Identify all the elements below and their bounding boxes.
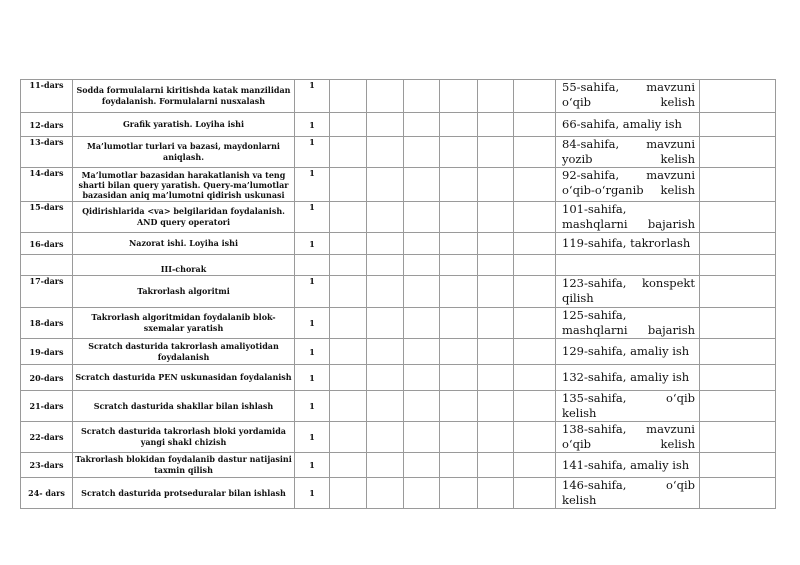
lesson-number: 14-dars: [21, 168, 73, 202]
lesson-topic: Scratch dasturida shakllar bilan ishlash: [73, 391, 295, 422]
empty-cell: [330, 391, 367, 422]
table-row: [21, 137, 776, 168]
empty-cell: [367, 255, 404, 276]
homework: 119-sahifa, takrorlash: [556, 233, 700, 255]
lesson-hours: 1: [295, 422, 330, 453]
table-row: [21, 478, 776, 509]
notes-cell: [700, 478, 776, 509]
homework: 123-sahifa, konspekt qilish: [556, 276, 700, 308]
table-row: [21, 422, 776, 453]
lesson-number: 18-dars: [21, 308, 73, 339]
empty-cell: [330, 255, 367, 276]
quarter-lesson-cell: [21, 255, 73, 276]
lesson-topic: Nazorat ishi. Loyiha ishi: [73, 233, 295, 255]
homework: 129-sahifa, amaliy ish: [556, 339, 700, 365]
notes-cell: [700, 365, 776, 391]
lesson-topic: Scratch dasturida PEN uskunasidan foydalanish: [73, 365, 295, 391]
quarter-heading: III-chorak: [73, 255, 295, 276]
lesson-hours: 1: [295, 168, 330, 202]
lesson-topic: Takrorlash algoritmidan foydalanib blok-sxemalar yaratish: [73, 308, 295, 339]
empty-cell: [478, 80, 514, 113]
lesson-number: 19-dars: [21, 339, 73, 365]
lesson-number: 15-dars: [21, 202, 73, 233]
notes-cell: [700, 339, 776, 365]
table-row: [21, 391, 776, 422]
table-row: [21, 233, 776, 255]
table-row: [21, 308, 776, 339]
notes-cell: [700, 168, 776, 202]
lesson-number: 22-dars: [21, 422, 73, 453]
empty-cell: [404, 365, 440, 391]
empty-cell: [440, 233, 478, 255]
lesson-number: 21-dars: [21, 391, 73, 422]
empty-cell: [330, 137, 367, 168]
empty-cell: [514, 202, 556, 233]
homework: 132-sahifa, amaliy ish: [556, 365, 700, 391]
empty-cell: [404, 168, 440, 202]
empty-cell: [514, 137, 556, 168]
empty-cell: [404, 422, 440, 453]
lesson-hours: 1: [295, 453, 330, 478]
empty-cell: [440, 80, 478, 113]
empty-cell: [330, 113, 367, 137]
empty-cell: [514, 113, 556, 137]
empty-cell: [404, 453, 440, 478]
empty-cell: [440, 137, 478, 168]
empty-cell: [404, 478, 440, 509]
empty-cell: [367, 365, 404, 391]
empty-cell: [367, 168, 404, 202]
lesson-hours: 1: [295, 276, 330, 308]
lesson-hours: 1: [295, 137, 330, 168]
lesson-hours: 1: [295, 113, 330, 137]
empty-cell: [440, 168, 478, 202]
empty-cell: [478, 391, 514, 422]
empty-cell: [404, 391, 440, 422]
empty-cell: [514, 339, 556, 365]
notes-cell: [700, 422, 776, 453]
empty-cell: [367, 276, 404, 308]
empty-cell: [478, 339, 514, 365]
homework: 55-sahifa, mavzuni o‘qib kelish: [556, 80, 700, 113]
empty-cell: [514, 365, 556, 391]
empty-cell: [330, 478, 367, 509]
empty-cell: [440, 453, 478, 478]
empty-cell: [404, 339, 440, 365]
empty-cell: [367, 137, 404, 168]
empty-cell: [404, 233, 440, 255]
lesson-hours: 1: [295, 339, 330, 365]
empty-cell: [404, 308, 440, 339]
empty-cell: [514, 391, 556, 422]
empty-cell: [440, 339, 478, 365]
empty-cell: [440, 422, 478, 453]
empty-cell: [478, 453, 514, 478]
empty-cell: [440, 308, 478, 339]
homework: 141-sahifa, amaliy ish: [556, 453, 700, 478]
table-row: [21, 80, 776, 113]
empty-cell: [330, 202, 367, 233]
empty-cell: [404, 276, 440, 308]
empty-cell: [367, 478, 404, 509]
empty-cell: [478, 478, 514, 509]
empty-cell: [478, 168, 514, 202]
empty-cell: [367, 233, 404, 255]
lesson-number: 16-dars: [21, 233, 73, 255]
lesson-topic: Qidirishlarida <va> belgilaridan foydalanish. AND query operatori: [73, 202, 295, 233]
quarter-row: [21, 255, 776, 276]
lesson-number: 12-dars: [21, 113, 73, 137]
empty-cell: [367, 202, 404, 233]
lesson-hours: 1: [295, 365, 330, 391]
empty-cell: [514, 168, 556, 202]
table-row: [21, 276, 776, 308]
homework: 101-sahifa, mashqlarni bajarish: [556, 202, 700, 233]
empty-cell: [478, 202, 514, 233]
lesson-number: 17-dars: [21, 276, 73, 308]
empty-cell: [367, 80, 404, 113]
empty-cell: [330, 308, 367, 339]
table-row: [21, 365, 776, 391]
empty-cell: [367, 113, 404, 137]
homework: 66-sahifa, amaliy ish: [556, 113, 700, 137]
empty-cell: [440, 478, 478, 509]
empty-cell: [330, 422, 367, 453]
lesson-topic: Takrorlash algoritmi: [73, 276, 295, 308]
lesson-number: 13-dars: [21, 137, 73, 168]
lesson-topic: Ma’lumotlar bazasidan harakatlanish va teng sharti bilan query yaratish. Query-ma’lumotlar bazasidan aniq ma’lumotni qidirish uskunasi: [73, 168, 295, 202]
homework: 84-sahifa, mavzuni yozib kelish: [556, 137, 700, 168]
lesson-plan-table: [20, 79, 776, 509]
lesson-topic: Scratch dasturida takrorlash amaliyotidan foydalanish: [73, 339, 295, 365]
empty-cell: [478, 137, 514, 168]
notes-cell: [700, 276, 776, 308]
empty-cell: [404, 255, 440, 276]
table-body: [21, 80, 776, 509]
lesson-topic: Grafik yaratish. Loyiha ishi: [73, 113, 295, 137]
empty-cell: [478, 365, 514, 391]
lesson-number: 23-dars: [21, 453, 73, 478]
homework: 92-sahifa, mavzuni o‘qib-o‘rganib kelish: [556, 168, 700, 202]
table-row: [21, 202, 776, 233]
notes-cell: [700, 308, 776, 339]
empty-cell: [556, 255, 700, 276]
table-row: [21, 339, 776, 365]
empty-cell: [514, 453, 556, 478]
empty-cell: [404, 137, 440, 168]
lesson-hours: 1: [295, 478, 330, 509]
empty-cell: [330, 233, 367, 255]
empty-cell: [330, 339, 367, 365]
empty-cell: [367, 339, 404, 365]
lesson-hours: 1: [295, 202, 330, 233]
homework: 138-sahifa, mavzuni o‘qib kelish: [556, 422, 700, 453]
lesson-hours: 1: [295, 80, 330, 113]
lesson-number: 24- dars: [21, 478, 73, 509]
empty-cell: [440, 276, 478, 308]
lesson-number: 20-dars: [21, 365, 73, 391]
notes-cell: [700, 202, 776, 233]
empty-cell: [440, 255, 478, 276]
notes-cell: [700, 80, 776, 113]
empty-cell: [367, 453, 404, 478]
empty-cell: [514, 276, 556, 308]
empty-cell: [404, 80, 440, 113]
empty-cell: [514, 422, 556, 453]
empty-cell: [440, 113, 478, 137]
empty-cell: [514, 308, 556, 339]
empty-cell: [367, 391, 404, 422]
empty-cell: [440, 365, 478, 391]
empty-cell: [514, 478, 556, 509]
lesson-topic: Takrorlash blokidan foydalanib dastur natijasini taxmin qilish: [73, 453, 295, 478]
homework: 146-sahifa, o‘qib kelish: [556, 478, 700, 509]
table-row: [21, 113, 776, 137]
empty-cell: [478, 113, 514, 137]
empty-cell: [440, 391, 478, 422]
empty-cell: [330, 453, 367, 478]
empty-cell: [514, 255, 556, 276]
notes-cell: [700, 391, 776, 422]
empty-cell: [330, 168, 367, 202]
lesson-hours: 1: [295, 308, 330, 339]
lesson-topic: Scratch dasturida protseduralar bilan ishlash: [73, 478, 295, 509]
empty-cell: [367, 308, 404, 339]
empty-cell: [478, 233, 514, 255]
lesson-topic: Sodda formulalarni kiritishda katak manzilidan foydalanish. Formulalarni nusxalash: [73, 80, 295, 113]
empty-cell: [700, 255, 776, 276]
notes-cell: [700, 137, 776, 168]
empty-cell: [330, 80, 367, 113]
empty-cell: [478, 308, 514, 339]
lesson-topic: Scratch dasturida takrorlash bloki yordamida yangi shakl chizish: [73, 422, 295, 453]
lesson-hours: 1: [295, 233, 330, 255]
table-row: [21, 453, 776, 478]
empty-cell: [478, 276, 514, 308]
lesson-topic: Ma’lumotlar turlari va bazasi, maydonlarni aniqlash.: [73, 137, 295, 168]
lesson-hours: 1: [295, 391, 330, 422]
empty-cell: [514, 233, 556, 255]
homework: 125-sahifa, mashqlarni bajarish: [556, 308, 700, 339]
notes-cell: [700, 453, 776, 478]
empty-cell: [330, 365, 367, 391]
empty-cell: [295, 255, 330, 276]
empty-cell: [514, 80, 556, 113]
empty-cell: [367, 422, 404, 453]
empty-cell: [478, 422, 514, 453]
empty-cell: [478, 255, 514, 276]
empty-cell: [440, 202, 478, 233]
notes-cell: [700, 113, 776, 137]
empty-cell: [404, 113, 440, 137]
homework: 135-sahifa, o‘qib kelish: [556, 391, 700, 422]
table-row: [21, 168, 776, 202]
empty-cell: [404, 202, 440, 233]
lesson-number: 11-dars: [21, 80, 73, 113]
notes-cell: [700, 233, 776, 255]
empty-cell: [330, 276, 367, 308]
